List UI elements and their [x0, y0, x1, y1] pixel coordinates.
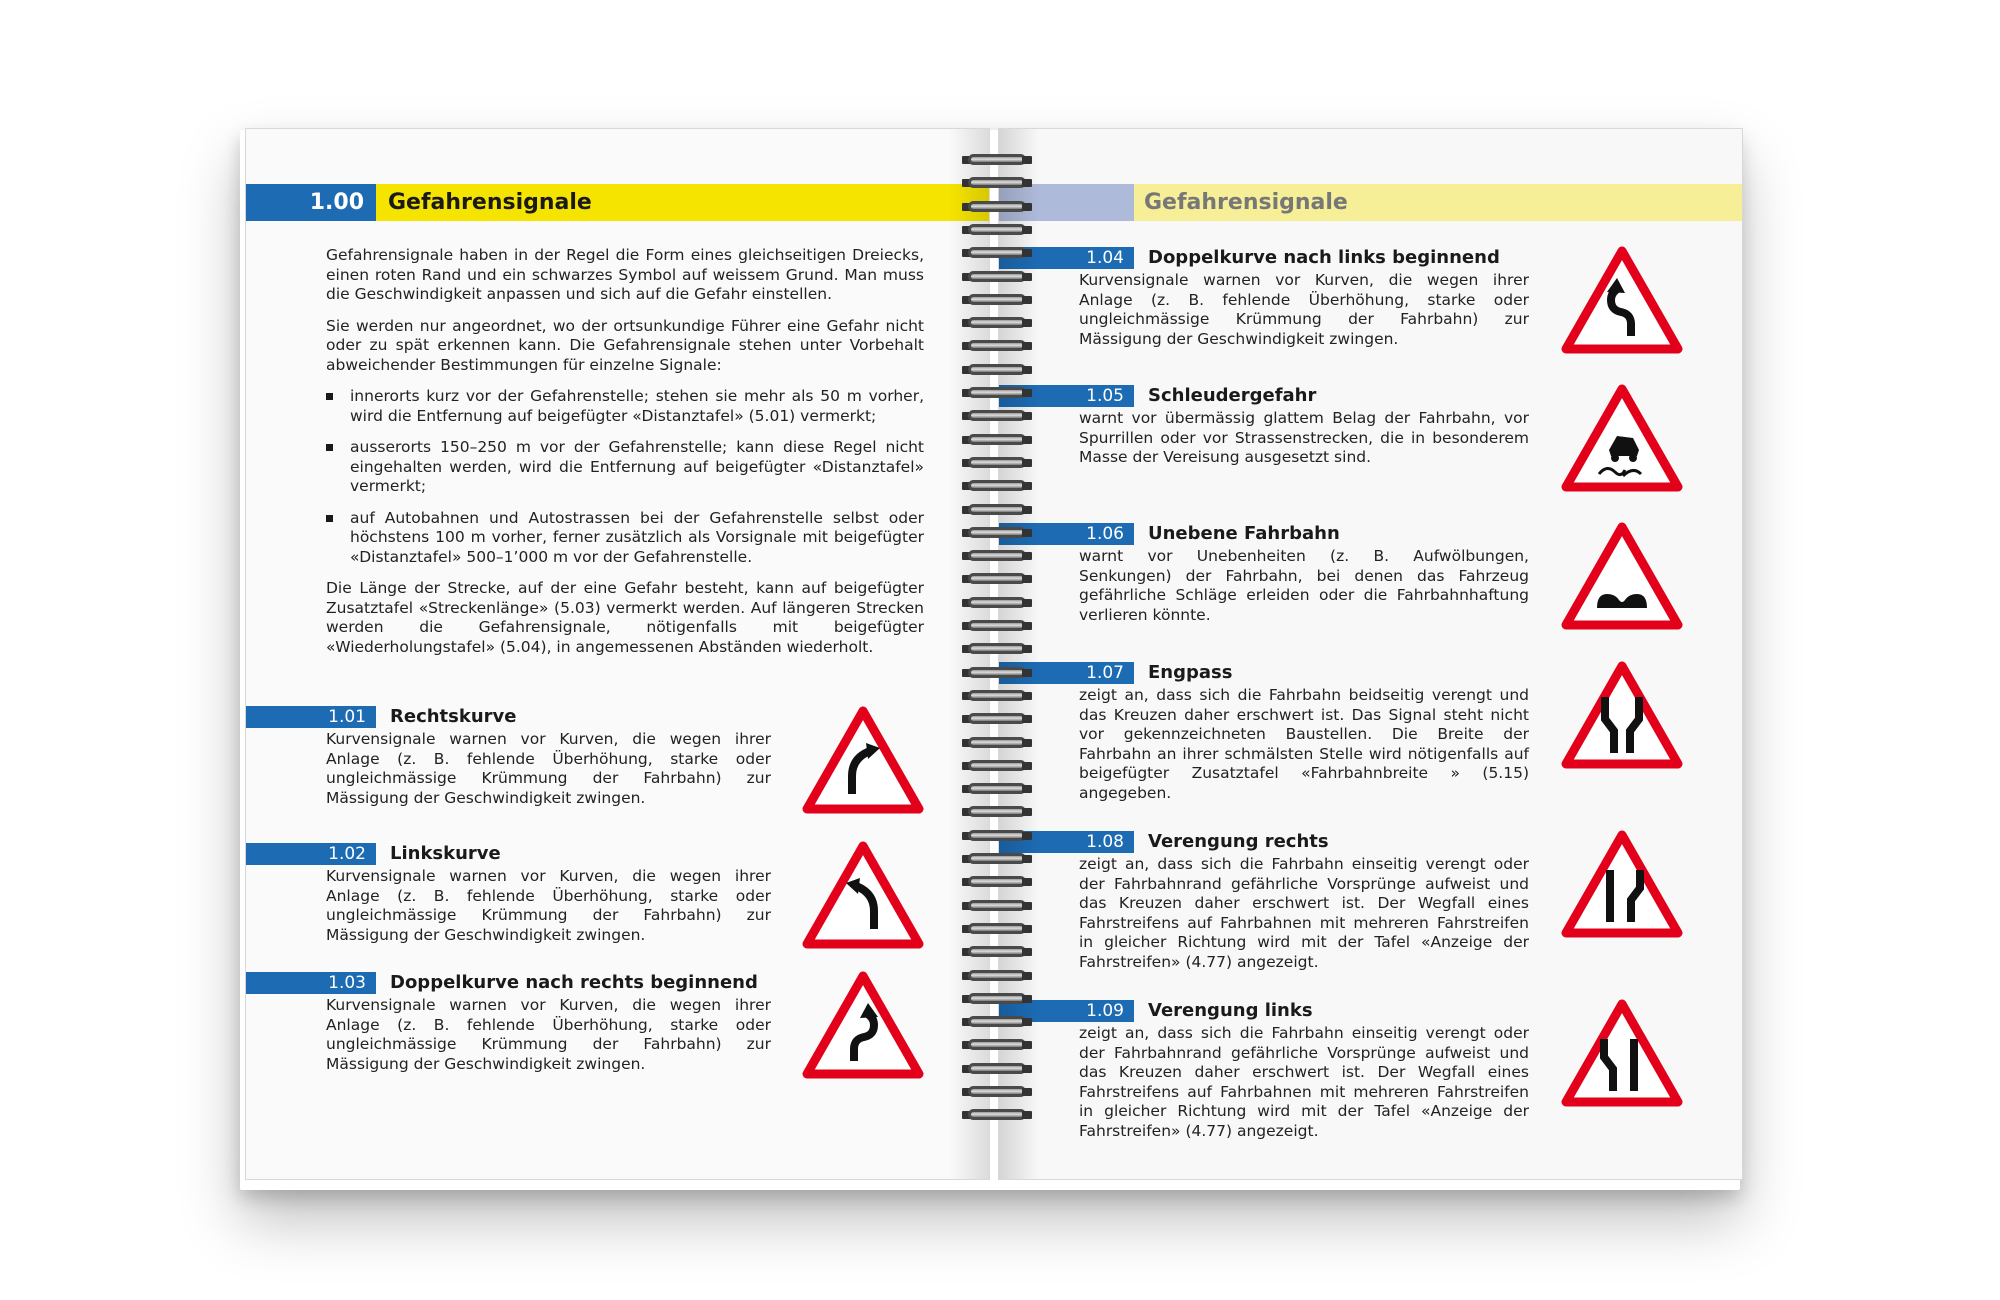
spiral-coil [962, 944, 1032, 960]
chapter-header [999, 184, 1743, 221]
entry-description: zeigt an, dass sich die Fahrbahn einseitig verengt oder der Fahrbahnrand gefährliche Vorsprünge aufweist und das Kreuzen daher erschwert ist. Der Wegfall eines Fahrstreifens auf Fahrbahnen mit mehreren Fahrstreifen in gleicher Richtung wird mit der Tafel «Anzeige der Fahrstreifen» (4.77) angezeigt. [1079, 1024, 1529, 1140]
spiral-coil [962, 711, 1032, 727]
spiral-coil [962, 1107, 1032, 1123]
chapter-header [246, 184, 990, 221]
left-page [245, 128, 990, 1180]
entry-description: Kurvensignale warnen vor Kurven, die wegen ihrer Anlage (z. B. fehlende Überhöhung, starke oder ungleichmässige Krümmung der Fahrbahn) zur Mässigung der Geschwindigkeit zwingen. [326, 730, 771, 807]
spiral-coil [962, 478, 1032, 494]
spiral-coil [962, 1037, 1032, 1053]
spiral-coil [962, 548, 1032, 564]
sign-entry-1-01 [246, 706, 771, 808]
entry-title: Unebene Fahrbahn [1148, 523, 1340, 544]
spiral-binding [962, 152, 1032, 1152]
double-curve-left-sign-icon [1561, 246, 1683, 354]
sign-entry-1-02 [246, 843, 771, 945]
entry-number: 1.03 [246, 972, 376, 994]
right-curve-sign-icon [802, 706, 924, 814]
entry-number: 1.04 [999, 247, 1134, 269]
chapter-title: Gefahrensignale [1134, 184, 1743, 221]
entry-description: Kurvensignale warnen vor Kurven, die wegen ihrer Anlage (z. B. fehlende Überhöhung, starke oder ungleichmässige Krümmung der Fahrbahn) zur Mässigung der Geschwindigkeit zwingen. [326, 996, 771, 1073]
spiral-coil [962, 781, 1032, 797]
closing-paragraph: Die Länge der Strecke, auf der eine Gefahr besteht, kann auf beigefügter Zusatztafel «Streckenlänge» (5.03) vermerkt werden. Auf längeren Strecken werden die Gefahrensignale, nötigenfalls mit beigefügter «Wiederholungstafel» (5.04), in angemessenen Abständen wiederholt. [326, 579, 924, 656]
entry-description: warnt vor Unebenheiten (z. B. Aufwölbungen, Senkungen) der Fahrbahn, bei denen das Fahrzeug gefährliche Schläge erleiden oder die Fahrbahnhaftung verlieren könnte. [1079, 547, 1529, 624]
intro-paragraph: Sie werden nur angeordnet, wo der ortsunkundige Führer eine Gefahr nicht oder zu spät erkennen kann. Die Gefahrensignale stehen unter Vorbehalt abweichender Bestimmungen für einzelne Signale: [326, 316, 924, 374]
spiral-coil [962, 152, 1032, 168]
spiral-coil [962, 315, 1032, 331]
rules-list [326, 387, 924, 567]
spiral-coil [962, 292, 1032, 308]
spiral-coil [962, 688, 1032, 704]
entry-title: Schleudergefahr [1148, 385, 1317, 406]
entry-description: Kurvensignale warnen vor Kurven, die wegen ihrer Anlage (z. B. fehlende Überhöhung, starke oder ungleichmässige Krümmung der Fahrbahn) zur Mässigung der Geschwindigkeit zwingen. [1079, 271, 1529, 348]
spiral-coil [962, 432, 1032, 448]
entry-description: Kurvensignale warnen vor Kurven, die wegen ihrer Anlage (z. B. fehlende Überhöhung, starke oder ungleichmässige Krümmung der Fahrbahn) zur Mässigung der Geschwindigkeit zwingen. [326, 867, 771, 944]
spiral-coil [962, 338, 1032, 354]
list-item: ausserorts 150–250 m vor der Gefahrenstelle; kann diese Regel nicht eingehalten werden, wird die Entfernung auf beigefügter «Distanztafel» vermerkt; [326, 438, 924, 497]
spiral-coil [962, 758, 1032, 774]
spiral-coil [962, 735, 1032, 751]
spiral-coil [962, 222, 1032, 238]
spiral-coil [962, 804, 1032, 820]
spiral-coil [962, 455, 1032, 471]
entry-number: 1.07 [999, 662, 1134, 684]
spiral-coil [962, 269, 1032, 285]
list-item: innerorts kurz vor der Gefahrenstelle; stehen sie mehr als 50 m vorher, wird die Entfernung auf beigefügter «Distanztafel» (5.01) vermerkt; [326, 387, 924, 426]
spiral-coil [962, 1014, 1032, 1030]
spiral-coil [962, 898, 1032, 914]
spiral-coil [962, 828, 1032, 844]
sign-entry-1-04 [999, 247, 1529, 349]
uneven-road-sign-icon [1561, 522, 1683, 630]
road-narrows-right-sign-icon [1561, 830, 1683, 938]
entry-title: Rechtskurve [390, 706, 517, 727]
spiral-coil [962, 851, 1032, 867]
chapter-number: 1.00 [246, 184, 376, 221]
road-narrows-left-sign-icon [1561, 999, 1683, 1107]
list-item: auf Autobahnen und Autostrassen bei der Gefahrenstelle selbst oder höchstens 100 m vorher, ferner zusätzlich als Vorsignale mit beigefügter «Distanztafel» 500–1’000 m vor der Gefahrenstelle. [326, 509, 924, 568]
entry-number: 1.05 [999, 385, 1134, 407]
entry-description: warnt vor übermässig glattem Belag der Fahrbahn, vor Spurrillen oder vor Strassenstrecken, die in besonderem Masse der Vereisung ausgesetzt sind. [1079, 409, 1529, 467]
spiral-coil [962, 502, 1032, 518]
intro-paragraph: Gefahrensignale haben in der Regel die Form eines gleichseitigen Dreiecks, einen roten Rand und ein schwarzes Symbol auf weissem Grund. Man muss die Geschwindigkeit anpassen und sich auf die Gefahr einstellen. [326, 246, 924, 303]
sign-entry-1-06 [999, 523, 1529, 625]
sign-entry-1-03 [246, 972, 771, 1074]
entry-description: zeigt an, dass sich die Fahrbahn einseitig verengt oder der Fahrbahnrand gefährliche Vorsprünge aufweist und das Kreuzen daher erschwert ist. Der Wegfall eines Fahrstreifens auf Fahrbahnen mit mehreren Fahrstreifen in gleicher Richtung wird mit der Tafel «Anzeige der Fahrstreifen» (4.77) angezeigt. [1079, 855, 1529, 971]
sign-entry-1-07 [999, 662, 1529, 804]
entry-description: zeigt an, dass sich die Fahrbahn beidseitig verengt und das Kreuzen daher erschwert ist. Das Signal steht nicht vor gekennzeichneten Baustellen. Die Breite der Fahrbahn an ihrer schmälsten Stelle wird nötigenfalls auf beigefügter Zusatztafel «Fahrbahnbreite » (5.15) angegeben. [1079, 686, 1529, 802]
spiral-coil [962, 968, 1032, 984]
entry-title: Verengung rechts [1148, 831, 1329, 852]
left-curve-sign-icon [802, 841, 924, 949]
spiral-coil [962, 199, 1032, 215]
spiral-coil [962, 408, 1032, 424]
spiral-coil [962, 1084, 1032, 1100]
entry-number: 1.06 [999, 523, 1134, 545]
spiral-coil [962, 595, 1032, 611]
spiral-coil [962, 245, 1032, 261]
entry-title: Doppelkurve nach links beginnend [1148, 247, 1500, 268]
spiral-coil [962, 1061, 1032, 1077]
slippery-road-sign-icon [1561, 384, 1683, 492]
sign-entry-1-08 [999, 831, 1529, 973]
bullet-icon [326, 393, 333, 400]
spiral-coil [962, 874, 1032, 890]
intro-text [326, 246, 924, 669]
spiral-coil [962, 618, 1032, 634]
spiral-coil [962, 525, 1032, 541]
entry-title: Doppelkurve nach rechts beginnend [390, 972, 758, 993]
road-narrows-both-sign-icon [1561, 661, 1683, 769]
sign-entry-1-05 [999, 385, 1529, 468]
sign-entry-1-09 [999, 1000, 1529, 1142]
bullet-icon [326, 444, 333, 451]
entry-title: Linkskurve [390, 843, 501, 864]
entry-number: 1.02 [246, 843, 376, 865]
bullet-icon [326, 515, 333, 522]
spiral-coil [962, 991, 1032, 1007]
right-page [998, 128, 1743, 1180]
spiral-coil [962, 641, 1032, 657]
spiral-coil [962, 362, 1032, 378]
spiral-coil [962, 385, 1032, 401]
double-curve-right-sign-icon [802, 971, 924, 1079]
chapter-title: Gefahrensignale [376, 184, 990, 221]
spiral-coil [962, 175, 1032, 191]
entry-number: 1.09 [999, 1000, 1134, 1022]
spiral-coil [962, 571, 1032, 587]
entry-number: 1.01 [246, 706, 376, 728]
entry-title: Verengung links [1148, 1000, 1313, 1021]
entry-title: Engpass [1148, 662, 1233, 683]
entry-number: 1.08 [999, 831, 1134, 853]
spiral-coil [962, 665, 1032, 681]
spiral-coil [962, 921, 1032, 937]
